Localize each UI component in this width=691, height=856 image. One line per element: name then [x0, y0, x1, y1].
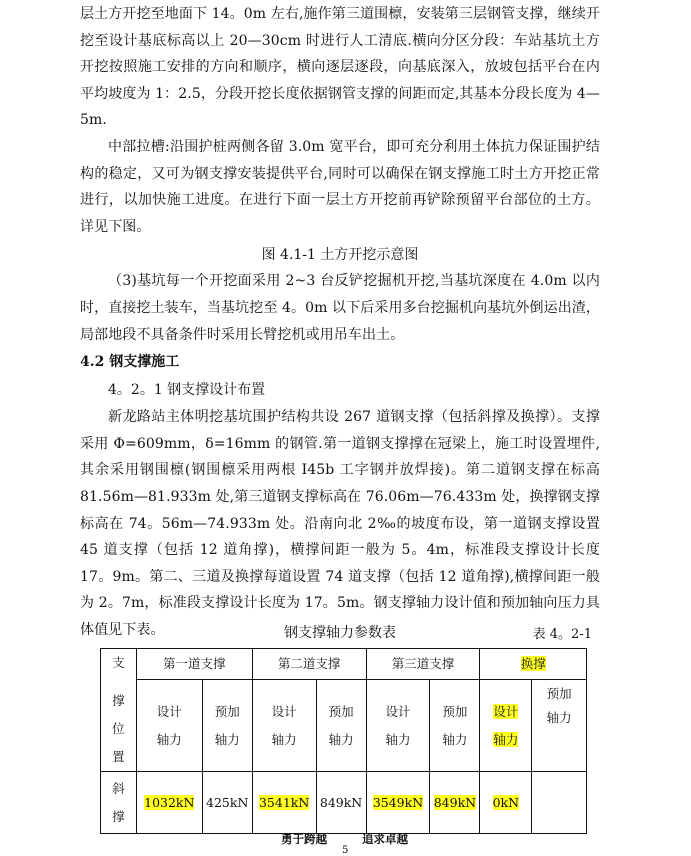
- figure-caption: 图 4.1-1 土方开挖示意图: [261, 247, 419, 264]
- section-heading-4-2-1: 4。2。1 钢支撑设计布置: [108, 382, 266, 399]
- page-number: 5: [342, 845, 349, 856]
- position-header-cell: 支 撑 位 置: [101, 649, 137, 772]
- paragraph-excavator-method: （3)基坑每一个开挖面采用 2~3 台反铲挖掘机开挖,当基坑深度在 4.0m 以内时，直接挖土装车，当基坑挖至 4。0m 以下后采用多台挖掘机向基坑外倒运出渣，局部地段不具备条件时采用长臂挖机或用吊车出土。: [80, 273, 600, 343]
- group-header-swap: 换撑: [480, 649, 587, 680]
- design-force-header-swap: 设计 轴力: [480, 680, 532, 772]
- table-cell: 849kN: [316, 772, 366, 834]
- section-heading-4-2: 4.2 钢支撑施工: [80, 354, 180, 371]
- table-cell: 3549kN: [366, 772, 430, 834]
- design-force-header: 设计 轴力: [136, 680, 202, 772]
- table-number: 表 4。2-1: [532, 627, 592, 642]
- axial-force-table: [100, 648, 587, 834]
- paragraph-support-layout: 新龙路站主体明挖基坑围护结构共设 267 道钢支撑（包括斜撑及换撑）。支撑采用 Φ=609mm，δ=16mm 的钢管.第一道钢支撑撑在冠梁上，施工时设置埋件,其余采用钢围檩(钢围檩采用两根 I45b 工字钢并放焊接)。第二道钢支撑在标高 81.56m—81.933m 处,第三道钢支撑标高在 76.06m—76.433m 处，换撑钢支撑标高在 74。56m—74.933m 处。沿南向北 2‰的坡度布设，第一道钢支撑设置 45 道支撑（包括 12 道角撑)，横撑间距一般为 5。4m，标准段支撑设计长度 17。9m。第二、三道及换撑每道设置 74 道支撑（包括 12 道角撑),横撑间距一般为 2。7m，标准段支撑设计长度为 17。5m。钢支撑轴力设计值和预加轴向压力具体值见下表。: [80, 409, 600, 638]
- table-cell: 3541kN: [252, 772, 316, 834]
- table-cell: 425kN: [202, 772, 252, 834]
- row-label-diagonal: 斜 撑: [101, 772, 137, 834]
- table-cell: 0kN: [480, 772, 532, 834]
- preload-force-header: 预加 轴力: [430, 680, 480, 772]
- page-footer: [0, 829, 691, 854]
- table-cell: 849kN: [430, 772, 480, 834]
- table-title: 钢支撑轴力参数表: [284, 625, 396, 641]
- preload-force-header-swap: 预加 轴力: [532, 680, 587, 772]
- paragraph-middle-trench: 中部拉槽:沿围护桩两侧各留 3.0m 宽平台，即可充分利用土体抗力保证围护结构的稳定，又可为钢支撑安装提供平台,同时可以确保在钢支撑施工时土方开挖正常进行，以加快施工进度。在进行下面一层土方开挖前再铲除预留平台部位的土方。详见下图。: [80, 138, 600, 235]
- footer-motto-left: 勇于跨越: [281, 832, 327, 846]
- paragraph-excavation-layering: 层土方开挖至地面下 14。0m 左右,施作第三道围檩，安装第三层钢管支撑，继续开挖至设计基底标高以上 20—30cm 时进行人工清底.横向分区分段：车站基坑土方开挖按照施工安排的方向和顺序，横向逐层逐段，向基底深入，放坡包括平台在内平均坡度为 1：2.5，分段开挖长度依据钢管支撑的间距而定,其基本分段长度为 4—5m.: [80, 6, 600, 129]
- page-body: [80, 0, 600, 643]
- group-header-second: 第二道支撑: [252, 649, 366, 680]
- design-force-header: 设计 轴力: [252, 680, 316, 772]
- design-force-header: 设计 轴力: [366, 680, 430, 772]
- group-header-third: 第三道支撑: [366, 649, 480, 680]
- table-cell: 1032kN: [136, 772, 202, 834]
- footer-motto-right: 追求卓越: [362, 832, 408, 846]
- preload-force-header: 预加 轴力: [202, 680, 252, 772]
- table-cell: [532, 772, 587, 834]
- table-caption-row: [80, 619, 600, 647]
- group-header-first: 第一道支撑: [136, 649, 252, 680]
- preload-force-header: 预加 轴力: [316, 680, 366, 772]
